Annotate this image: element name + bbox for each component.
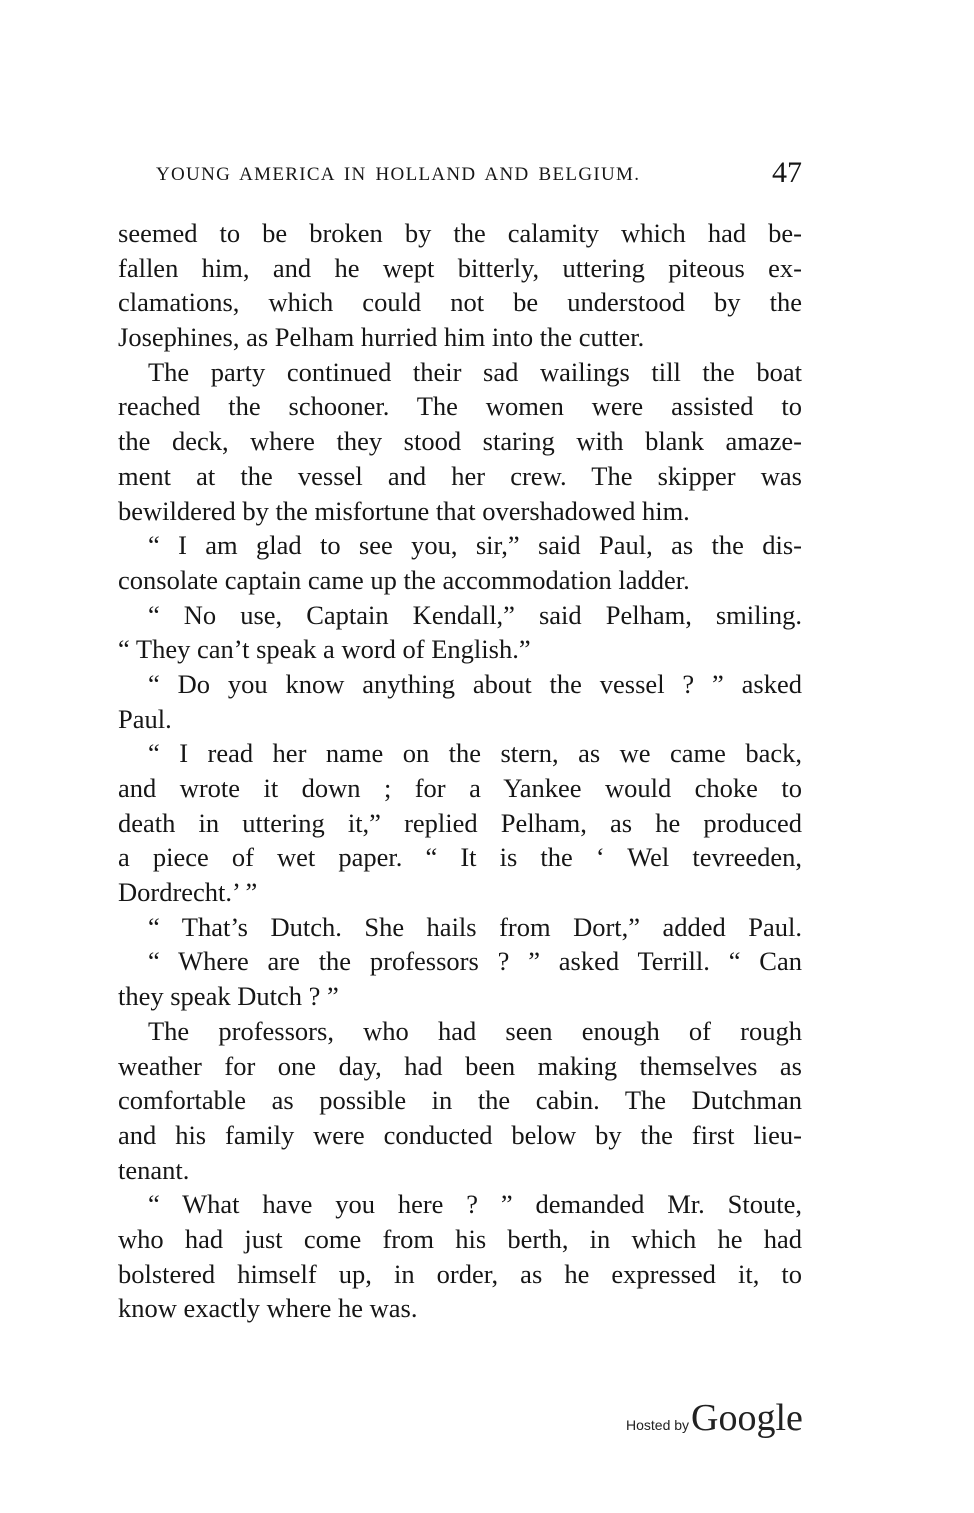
text-line: “ I am glad to see you, sir,” said Paul, as the dis- <box>148 530 802 561</box>
text-line: seemed to be broken by the calamity which had be- <box>118 218 802 248</box>
text-line: comfortable as possible in the cabin. The Dutchman <box>118 1085 802 1116</box>
page-number: 47 <box>772 156 802 189</box>
text-line: “ They can’t speak a word of English.” <box>118 634 531 665</box>
hosted-by-label: Hosted by <box>626 1417 690 1433</box>
text-line: Josephines, as Pelham hurried him into the cutter. <box>118 322 645 353</box>
text-line: Paul. <box>118 703 172 734</box>
text-line: tenant. <box>118 1154 190 1185</box>
hosted-by-watermark <box>626 1396 826 1446</box>
running-title: YOUNG AMERICA IN HOLLAND AND BELGIUM. <box>156 164 641 185</box>
text-line: know exactly where he was. <box>118 1293 418 1324</box>
text-line: and wrote it down ; for a Yankee would choke to <box>118 773 802 803</box>
text-line: “ No use, Captain Kendall,” said Pelham, smiling. <box>148 599 802 630</box>
text-line: The party continued their sad wailings till the boat <box>148 356 802 387</box>
text-line: clamations, which could not be understood by the <box>118 287 802 318</box>
text-line: fallen him, and he wept bitterly, uttering piteous ex- <box>118 252 802 283</box>
running-head <box>118 156 804 196</box>
text-line: weather for one day, had been making themselves as <box>118 1050 802 1081</box>
text-line: “ What have you here ? ” demanded Mr. Stoute, <box>148 1189 802 1220</box>
google-logo: Google <box>691 1397 803 1439</box>
text-line: the deck, where they stood staring with blank amaze- <box>118 426 802 457</box>
text-line: The professors, who had seen enough of rough <box>148 1015 802 1046</box>
text-line: a piece of wet paper. “ It is the ‘ Wel tevreeden, <box>118 842 802 873</box>
text-line: death in uttering it,” replied Pelham, as he produced <box>118 807 802 838</box>
text-line: and his family were conducted below by the first lieu- <box>118 1119 802 1150</box>
text-line: consolate captain came up the accommodation ladder. <box>118 564 690 595</box>
text-line: “ That’s Dutch. She hails from Dort,” added Paul. <box>148 911 802 942</box>
body-text <box>118 216 802 1326</box>
text-line: “ Do you know anything about the vessel ? ” asked <box>148 668 802 699</box>
text-line: bewildered by the misfortune that overshadowed him. <box>118 495 690 526</box>
text-line: “ I read her name on the stern, as we came back, <box>148 738 802 769</box>
text-line: reached the schooner. The women were assisted to <box>118 391 802 422</box>
text-line: they speak Dutch ? ” <box>118 981 339 1012</box>
text-line: Dordrecht.’ ” <box>118 877 258 908</box>
text-line: who had just come from his berth, in which he had <box>118 1223 802 1254</box>
text-line: “ Where are the professors ? ” asked Terrill. “ Can <box>148 946 802 977</box>
text-line: ment at the vessel and her crew. The skipper was <box>118 460 802 491</box>
text-line: bolstered himself up, in order, as he expressed it, to <box>118 1258 802 1289</box>
